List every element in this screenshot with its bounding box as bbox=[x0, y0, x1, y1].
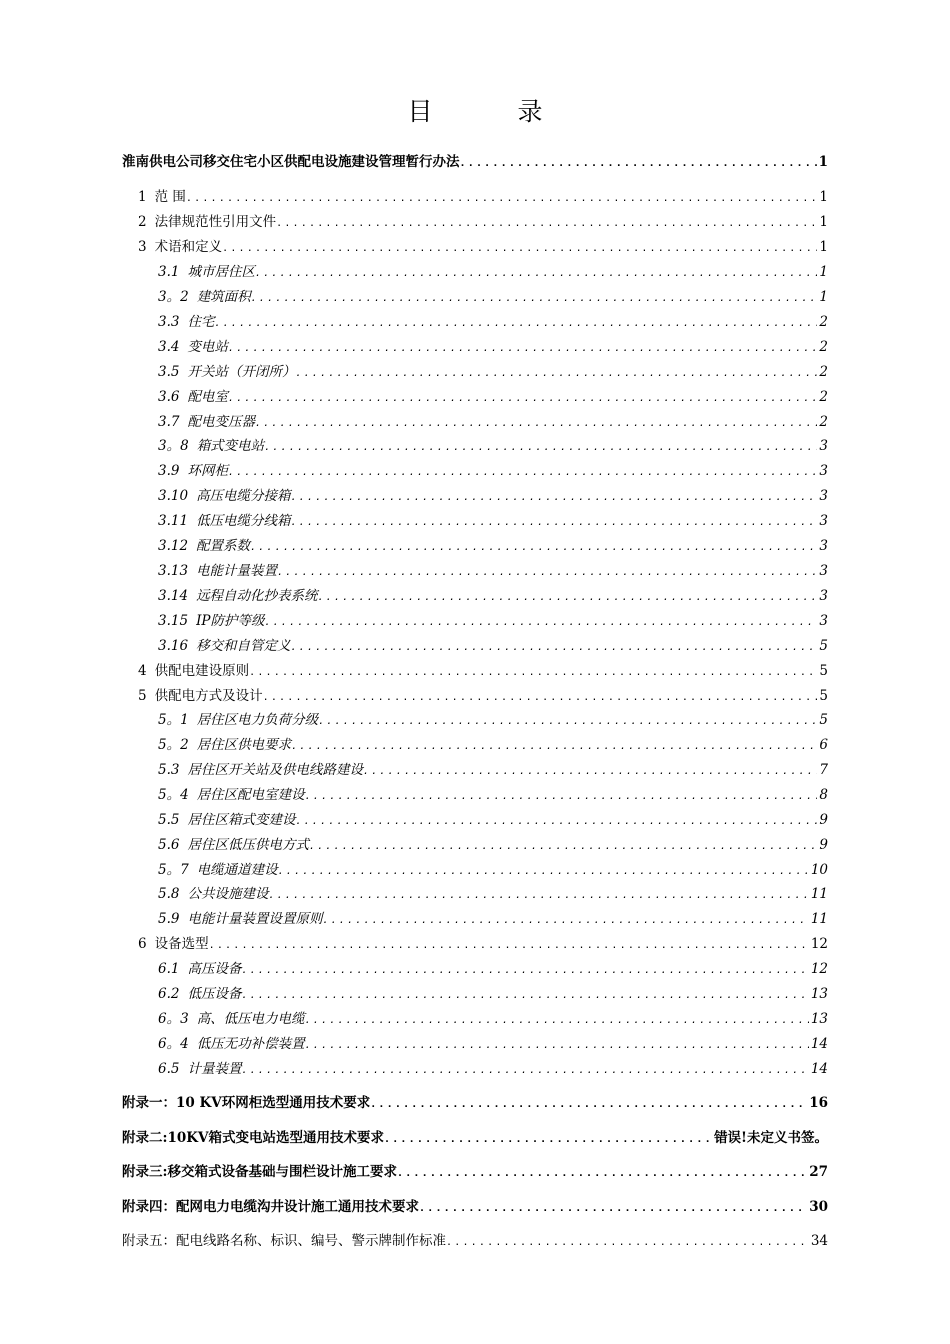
dot-leader bbox=[186, 193, 818, 204]
toc-entry-number: 3.1 bbox=[158, 264, 180, 280]
page-number: 错误!未定义书签。 bbox=[714, 1130, 828, 1146]
toc-entry-number: 3.13 bbox=[158, 563, 189, 579]
toc-entry-title: 居住区箱式变建设 bbox=[187, 812, 296, 828]
toc-entry-number: 6.5 bbox=[158, 1061, 180, 1077]
toc-entry-number: 3.10 bbox=[158, 488, 189, 504]
page-number: 1 bbox=[819, 239, 828, 255]
toc-entry-title: 法律规范性引用文件 bbox=[154, 214, 277, 230]
appendix-entry[interactable] bbox=[122, 1126, 828, 1146]
dot-leader bbox=[291, 642, 818, 653]
toc-entry-number: 6。3 bbox=[158, 1011, 189, 1027]
dot-leader bbox=[305, 1015, 809, 1026]
toc-entry-title: 居住区供电要求 bbox=[196, 737, 292, 753]
page-number: 3 bbox=[819, 538, 828, 554]
toc-entry[interactable] bbox=[158, 808, 828, 828]
toc-entry[interactable] bbox=[158, 484, 828, 504]
dot-leader bbox=[276, 218, 817, 229]
appendix-title: 附录四：配网电力电缆沟井设计施工通用技术要求 bbox=[122, 1199, 419, 1215]
toc-entry-number: 6 bbox=[138, 936, 147, 952]
toc-entry[interactable] bbox=[122, 150, 828, 170]
toc-entry-title: 配置系数 bbox=[196, 538, 251, 554]
dot-leader bbox=[222, 243, 817, 254]
dot-leader bbox=[291, 741, 817, 752]
toc-entry[interactable] bbox=[158, 733, 828, 753]
toc-entry-title: 配电室 bbox=[187, 389, 228, 405]
toc-entry-title: 箱式变电站 bbox=[196, 438, 265, 454]
dot-leader bbox=[255, 418, 817, 429]
appendix-entry[interactable] bbox=[122, 1229, 828, 1249]
toc-entry-number: 3.15 bbox=[158, 613, 189, 629]
dot-leader bbox=[318, 716, 817, 727]
dot-leader bbox=[446, 1237, 809, 1248]
toc-entry[interactable] bbox=[158, 534, 828, 554]
toc-entry-number: 3.14 bbox=[158, 588, 189, 604]
toc-entry-title: IP防护等级 bbox=[196, 613, 265, 629]
dot-leader bbox=[249, 667, 817, 678]
toc-entry-title: 建筑面积 bbox=[196, 289, 251, 305]
toc-entry[interactable] bbox=[158, 957, 828, 977]
toc-entry[interactable] bbox=[158, 609, 828, 629]
toc-entry-number: 6.2 bbox=[158, 986, 180, 1002]
page-number: 1 bbox=[819, 189, 828, 205]
toc-entry-title: 配电变压器 bbox=[187, 414, 255, 430]
page-number: 12 bbox=[810, 936, 828, 952]
toc-entry[interactable] bbox=[158, 882, 828, 902]
toc-entry-number: 4 bbox=[138, 663, 147, 679]
page-number: 30 bbox=[809, 1199, 828, 1215]
toc-entry-number: 5。2 bbox=[158, 737, 189, 753]
toc-entry-number: 3.5 bbox=[158, 364, 180, 380]
toc-entry-title: 居住区电力负荷分级 bbox=[196, 712, 319, 728]
toc-entry-number: 5.6 bbox=[158, 837, 180, 853]
page-number: 12 bbox=[810, 961, 828, 977]
toc-entry[interactable] bbox=[158, 833, 828, 853]
dot-leader bbox=[264, 442, 817, 453]
toc-entry[interactable] bbox=[138, 235, 828, 255]
toc-entry-title: 设备选型 bbox=[154, 936, 209, 952]
page-number: 3 bbox=[819, 488, 828, 504]
dot-leader bbox=[228, 393, 817, 404]
toc-entry-title: 供配电方式及设计 bbox=[154, 688, 263, 704]
toc-entry-title: 高压设备 bbox=[187, 961, 242, 977]
page-number: 3 bbox=[819, 613, 828, 629]
dot-leader bbox=[384, 1134, 712, 1145]
dot-leader bbox=[241, 965, 808, 976]
toc-entry-title: 电能计量装置 bbox=[196, 563, 278, 579]
toc-entry-number: 1 bbox=[138, 189, 147, 205]
toc-entry[interactable] bbox=[158, 559, 828, 579]
toc-entry-number: 3.6 bbox=[158, 389, 180, 405]
page-number: 14 bbox=[810, 1061, 828, 1077]
toc-entry-number: 6。4 bbox=[158, 1036, 189, 1052]
page-number: 8 bbox=[819, 787, 828, 803]
toc-entry[interactable] bbox=[158, 708, 828, 728]
toc-entry[interactable] bbox=[138, 684, 828, 704]
page-number: 2 bbox=[819, 314, 828, 330]
toc-entry[interactable] bbox=[158, 285, 828, 305]
toc-entry-title: 远程自动化抄表系统 bbox=[196, 588, 318, 604]
page-number: 1 bbox=[819, 264, 828, 280]
toc-entry-title: 低压设备 bbox=[187, 986, 242, 1002]
appendix-title: 附录三:移交箱式设备基础与围栏设计施工要求 bbox=[122, 1164, 397, 1180]
toc-entry-number: 3。8 bbox=[158, 438, 189, 454]
dot-leader bbox=[268, 890, 808, 901]
page-number: 10 bbox=[810, 862, 828, 878]
dot-leader bbox=[291, 492, 818, 503]
dot-leader bbox=[251, 293, 818, 304]
toc-entry-title: 供配电建设原则 bbox=[154, 663, 250, 679]
toc-entry[interactable] bbox=[138, 210, 828, 230]
toc-entry[interactable] bbox=[158, 858, 828, 878]
toc-entry-title: 变电站 bbox=[187, 339, 228, 355]
toc-entry-number: 5。7 bbox=[158, 862, 189, 878]
toc-entry-title: 低压电缆分线箱 bbox=[196, 513, 291, 529]
toc-entry-title: 范 围 bbox=[154, 189, 186, 205]
page-number: 7 bbox=[819, 762, 828, 778]
appendix-entry[interactable] bbox=[122, 1091, 828, 1111]
page-number: 27 bbox=[809, 1164, 828, 1180]
page-number: 5 bbox=[819, 663, 828, 679]
appendix-title: 附录五：配电线路名称、标识、编号、警示牌制作标准 bbox=[122, 1233, 446, 1249]
appendix-title: 附录一：10 KV环网柜选型通用技术要求 bbox=[122, 1095, 371, 1111]
toc-entry-title: 低压无功补偿装置 bbox=[196, 1036, 305, 1052]
toc-entry[interactable] bbox=[158, 310, 828, 330]
appendix-entry[interactable] bbox=[122, 1160, 828, 1180]
toc-entry[interactable] bbox=[158, 634, 828, 654]
dot-leader bbox=[250, 542, 817, 553]
toc-entry[interactable] bbox=[158, 509, 828, 529]
toc-entry-number: 3.16 bbox=[158, 638, 189, 654]
toc-entry-title: 住宅 bbox=[187, 314, 215, 330]
toc-entry-number: 3.11 bbox=[158, 513, 189, 529]
toc-entry-number: 6.1 bbox=[158, 961, 180, 977]
toc-entry[interactable] bbox=[158, 1057, 828, 1077]
dot-leader bbox=[295, 816, 817, 827]
dot-leader bbox=[209, 940, 809, 951]
toc-entry-title: 居住区配电室建设 bbox=[196, 787, 305, 803]
page-number: 2 bbox=[819, 414, 828, 430]
toc-entry-number: 5 bbox=[138, 688, 147, 704]
toc-entry[interactable] bbox=[158, 982, 828, 1002]
toc-entry[interactable] bbox=[138, 185, 828, 205]
toc-entry-number: 3。2 bbox=[158, 289, 189, 305]
page-number: 2 bbox=[819, 364, 828, 380]
page-number: 11 bbox=[810, 911, 828, 927]
toc-entry-number: 3.3 bbox=[158, 314, 180, 330]
page-number: 1 bbox=[819, 289, 828, 305]
page-number: 9 bbox=[819, 812, 828, 828]
page-number: 3 bbox=[819, 563, 828, 579]
toc-entry[interactable] bbox=[158, 584, 828, 604]
page-number: 16 bbox=[809, 1095, 828, 1111]
dot-leader bbox=[322, 915, 808, 926]
toc-entry-title: 居住区开关站及供电线路建设 bbox=[187, 762, 363, 778]
page-number: 3 bbox=[819, 588, 828, 604]
toc-entry-title: 环网柜 bbox=[187, 463, 228, 479]
dot-leader bbox=[228, 467, 817, 478]
appendix-title: 附录二:10KV箱式变电站选型通用技术要求 bbox=[122, 1130, 384, 1146]
toc-entry-number: 5。1 bbox=[158, 712, 189, 728]
page-number: 14 bbox=[810, 1036, 828, 1052]
toc-entry[interactable] bbox=[158, 459, 828, 479]
toc-entry-title: 城市居住区 bbox=[187, 264, 255, 280]
toc-entry[interactable] bbox=[158, 410, 828, 430]
dot-leader bbox=[305, 791, 818, 802]
dot-leader bbox=[363, 766, 817, 777]
page-number: 2 bbox=[819, 389, 828, 405]
page-number: 3 bbox=[819, 513, 828, 529]
dot-leader bbox=[460, 158, 817, 169]
toc-entry[interactable] bbox=[158, 434, 828, 454]
toc-entry-title: 公共设施建设 bbox=[187, 886, 269, 902]
dot-leader bbox=[397, 1168, 807, 1179]
toc-entry[interactable] bbox=[158, 385, 828, 405]
dot-leader bbox=[318, 592, 818, 603]
dot-leader bbox=[264, 617, 817, 628]
toc-entry-number: 3.9 bbox=[158, 463, 180, 479]
dot-leader bbox=[228, 343, 817, 354]
toc-entry[interactable] bbox=[158, 1007, 828, 1027]
page-number: 3 bbox=[819, 463, 828, 479]
toc-entry-title: 计量装置 bbox=[187, 1061, 242, 1077]
dot-leader bbox=[278, 866, 809, 877]
dot-leader bbox=[241, 1065, 808, 1076]
toc-entry-title: 电能计量装置设置原则 bbox=[187, 911, 323, 927]
dot-leader bbox=[309, 841, 817, 852]
toc-entry[interactable] bbox=[158, 907, 828, 927]
toc-entry[interactable] bbox=[158, 1032, 828, 1052]
toc-entry-number: 3.4 bbox=[158, 339, 180, 355]
page-number: 9 bbox=[819, 837, 828, 853]
toc-entry-number: 5.5 bbox=[158, 812, 180, 828]
toc-entry-number: 5.9 bbox=[158, 911, 180, 927]
page-number: 5 bbox=[819, 688, 828, 704]
toc-entry-title: 移交和自管定义 bbox=[196, 638, 291, 654]
toc-entry-title: 淮南供电公司移交住宅小区供配电设施建设管理暂行办法 bbox=[122, 154, 460, 170]
page-number: 11 bbox=[810, 886, 828, 902]
dot-leader bbox=[277, 567, 817, 578]
dot-leader bbox=[419, 1203, 807, 1214]
dot-leader bbox=[241, 990, 808, 1001]
toc-entry-title: 高压电缆分接箱 bbox=[196, 488, 291, 504]
toc-entry-title: 居住区低压供电方式 bbox=[187, 837, 309, 853]
toc-entry-number: 2 bbox=[138, 214, 147, 230]
dot-leader bbox=[255, 268, 817, 279]
page-title: 目 录 bbox=[407, 97, 573, 126]
toc-entry-title: 电缆通道建设 bbox=[196, 862, 278, 878]
dot-leader bbox=[295, 368, 817, 379]
toc-entry[interactable] bbox=[158, 360, 828, 380]
toc-entry[interactable] bbox=[158, 758, 828, 778]
toc-entry[interactable] bbox=[138, 659, 828, 679]
toc-entry-number: 3.12 bbox=[158, 538, 189, 554]
dot-leader bbox=[291, 517, 818, 528]
page-number: 3 bbox=[819, 438, 828, 454]
page-number: 5 bbox=[819, 712, 828, 728]
page-number: 13 bbox=[810, 1011, 828, 1027]
toc-entry[interactable] bbox=[158, 260, 828, 280]
toc-entry[interactable] bbox=[158, 783, 828, 803]
toc-entry-title: 高、低压电力电缆 bbox=[196, 1011, 305, 1027]
dot-leader bbox=[305, 1040, 809, 1051]
toc-entry[interactable] bbox=[158, 335, 828, 355]
dot-leader bbox=[370, 1099, 807, 1110]
toc-entry-number: 5.8 bbox=[158, 886, 180, 902]
toc-entry-number: 5.3 bbox=[158, 762, 180, 778]
toc-entry-title: 开关站（开闭所） bbox=[187, 364, 296, 380]
dot-leader bbox=[214, 318, 817, 329]
toc-entry-title: 术语和定义 bbox=[154, 239, 223, 255]
page-number: 1 bbox=[819, 214, 828, 230]
page-number: 1 bbox=[818, 154, 828, 170]
toc-entry-number: 3.7 bbox=[158, 414, 180, 430]
appendix-entry[interactable] bbox=[122, 1195, 828, 1215]
toc-entry-number: 3 bbox=[138, 239, 147, 255]
toc-entry[interactable] bbox=[138, 932, 828, 952]
page-number: 5 bbox=[819, 638, 828, 654]
toc-entry-number: 5。4 bbox=[158, 787, 189, 803]
page-number: 2 bbox=[819, 339, 828, 355]
page-number: 6 bbox=[819, 737, 828, 753]
dot-leader bbox=[263, 692, 818, 703]
page-number: 34 bbox=[810, 1233, 828, 1249]
page-number: 13 bbox=[810, 986, 828, 1002]
